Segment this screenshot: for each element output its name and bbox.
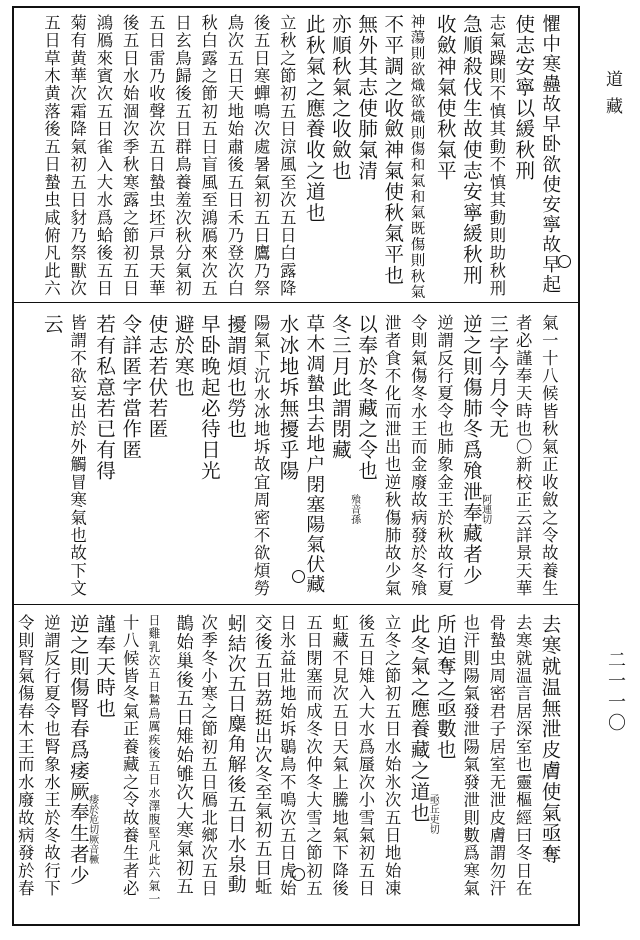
text-column: 五日雷乃收聲次五日蟄虫坯戸景天華: [146, 14, 166, 298]
text-column: 鵲始巢後五日雉始雊次大寒氣初五: [172, 614, 193, 897]
text-column: 不平調之收斂神氣使秋氣平也: [381, 14, 405, 286]
text-column: 逆謂反行夏令也肺象金王於秋故行夏: [434, 314, 454, 598]
folio-number: 二一一〇: [605, 650, 626, 734]
text-column: 蚓結次五日麋角解後五日水泉動: [225, 614, 247, 895]
text-column: 擾謂煩也勞也: [224, 314, 248, 440]
text-column: 後五日寒蟬鳴次處暑氣初五日鷹乃祭: [251, 14, 271, 298]
text-column: 令則腎氣傷春木王而水廢故病發於春: [15, 614, 35, 898]
text-column: 無外其志使肺氣清: [355, 14, 379, 182]
text-column: 使志若伏若匿: [145, 314, 169, 440]
text-column: 十八候皆冬氣正養藏之令故養生者必: [120, 614, 140, 898]
interlinear-note: 亟丘吏切: [427, 794, 439, 834]
text-column: 泄者食不化而泄出也逆秋傷肺故少氣: [382, 314, 402, 598]
text-column: 若有私意若已有得: [93, 314, 117, 482]
text-column: 菊有黄華次霜降氣初五日豺乃祭獸次: [67, 14, 87, 298]
text-column: 謹奉天時也: [93, 614, 117, 719]
text-column: 收斂神氣使秋氣平: [433, 14, 457, 182]
text-column: 此秋氣之應養收之道也: [302, 14, 326, 223]
text-column: 去寒就温無泄皮膚使氣亟奪: [538, 614, 562, 865]
text-column: 日玄鳥歸後五日群鳥養羞次秋分氣初: [172, 14, 192, 298]
text-column: 令詳匿字當作匿: [119, 314, 143, 461]
text-column: 立秋之節初五日涼風至次五日白露降: [277, 14, 297, 298]
text-column: 五日草木黄落後五日蟄虫咸俯凡此六: [41, 14, 61, 298]
text-column: 懼中寒蠱故早卧欲使安寧故早起: [539, 14, 561, 295]
text-column: 冬三月此謂閉藏: [328, 314, 352, 461]
text-column: 次季冬小寒之節初五日鴈北鄉次五日: [198, 614, 218, 898]
section-divider-lower: [12, 604, 580, 605]
text-column: 去寒就温言居深室也靈樞經曰冬日在: [513, 614, 533, 898]
text-column: 志氣躁則不慎其動不慎其動則助秋刑: [486, 14, 506, 298]
text-column: 虹藏不見次五日天氣上騰地氣下降後: [329, 614, 349, 898]
text-column: 立冬之節初五日水始氷次五日地始凍: [382, 614, 402, 898]
canon-label: 道藏: [602, 70, 622, 124]
text-column: 以奉於冬藏之令也: [355, 314, 379, 482]
text-column: 鳥次五日天地始肅後五日禾乃登次白: [224, 14, 244, 298]
text-column: 五日閉塞而成冬次仲冬大雪之節初五: [303, 614, 323, 898]
section-circle-mark: [292, 570, 305, 583]
text-column: 令則氣傷冬水王而金廢故病發於冬飱: [408, 314, 428, 598]
text-column: 交後五日荔挺出次冬至氣初五日蚯: [251, 614, 272, 897]
section-circle-mark: [558, 255, 571, 268]
text-column: 骨蟄虫周密君子居室无泄皮膚謂勿汗: [486, 614, 506, 898]
text-column: 逆謂反行夏令也腎象水王於冬故行下: [41, 614, 61, 898]
text-column: 三字今月令无: [486, 314, 510, 440]
text-column: 也汗則陽氣發泄陽氣發泄則數爲寒氣: [460, 614, 480, 898]
text-column: 陽氣下沉水冰地坼故宜周密不欲煩勞: [251, 314, 271, 598]
text-column: 日雞乳次五日鷙鳥厲疾後五日水澤腹堅凡此六氣一: [146, 614, 161, 906]
text-column: 日氷益壯地始坼鶡鳥不鳴次五日虎始: [277, 614, 297, 898]
text-column: 皆謂不欲妄出於外觸冒寒氣也故下文: [67, 314, 87, 598]
interlinear-note: 痿於危切厥音橛: [86, 794, 98, 864]
text-column: 早卧晚起必待日光: [197, 314, 221, 482]
text-column: 避於寒也: [171, 314, 195, 398]
text-column: 者必謹奉天時也〇新校正云詳景天華: [513, 314, 533, 598]
text-column: 云: [40, 314, 64, 335]
text-column: 亦順秋氣之收斂也: [328, 14, 352, 182]
text-column: 所迫奪之亟數也: [433, 614, 457, 761]
text-column: 後五日水始涸次季秋寒露之節初五日: [120, 14, 140, 298]
text-column: 鴻鴈來賓次五日雀入大水爲蛤後五日: [93, 14, 113, 298]
text-column: 氣一十八候皆秋氣正收斂之令故養生: [539, 314, 559, 598]
text-column: 使志安寧以緩秋刑: [512, 14, 536, 182]
section-circle-mark: [292, 868, 305, 881]
interlinear-note: 阿連切: [479, 494, 491, 524]
text-column: 逆之則傷肺冬爲飱泄奉藏者少: [459, 314, 483, 586]
text-column: 水冰地坼無擾乎陽: [276, 314, 300, 482]
text-column: 草木凋蟄虫去地户閉塞陽氣伏藏: [303, 314, 325, 595]
text-column: 神蕩則欲熾欲熾則傷和氣和氣既傷則秋氣: [408, 14, 425, 301]
text-column: 急順殺伐生故使志安寧緩秋刑: [459, 14, 483, 286]
text-column: 逆之則傷腎春爲痿厥奉生者少: [66, 614, 90, 886]
interlinear-note: 飱音孫: [348, 494, 360, 524]
text-column: 後五日雉入大水爲蜃次小雪氣初五日: [355, 614, 375, 898]
text-column: 秋白露之節初五日盲風至鴻鴈來次五: [198, 14, 218, 298]
section-divider-upper: [12, 302, 580, 303]
text-column: 此冬氣之應養藏之道也: [407, 614, 431, 823]
